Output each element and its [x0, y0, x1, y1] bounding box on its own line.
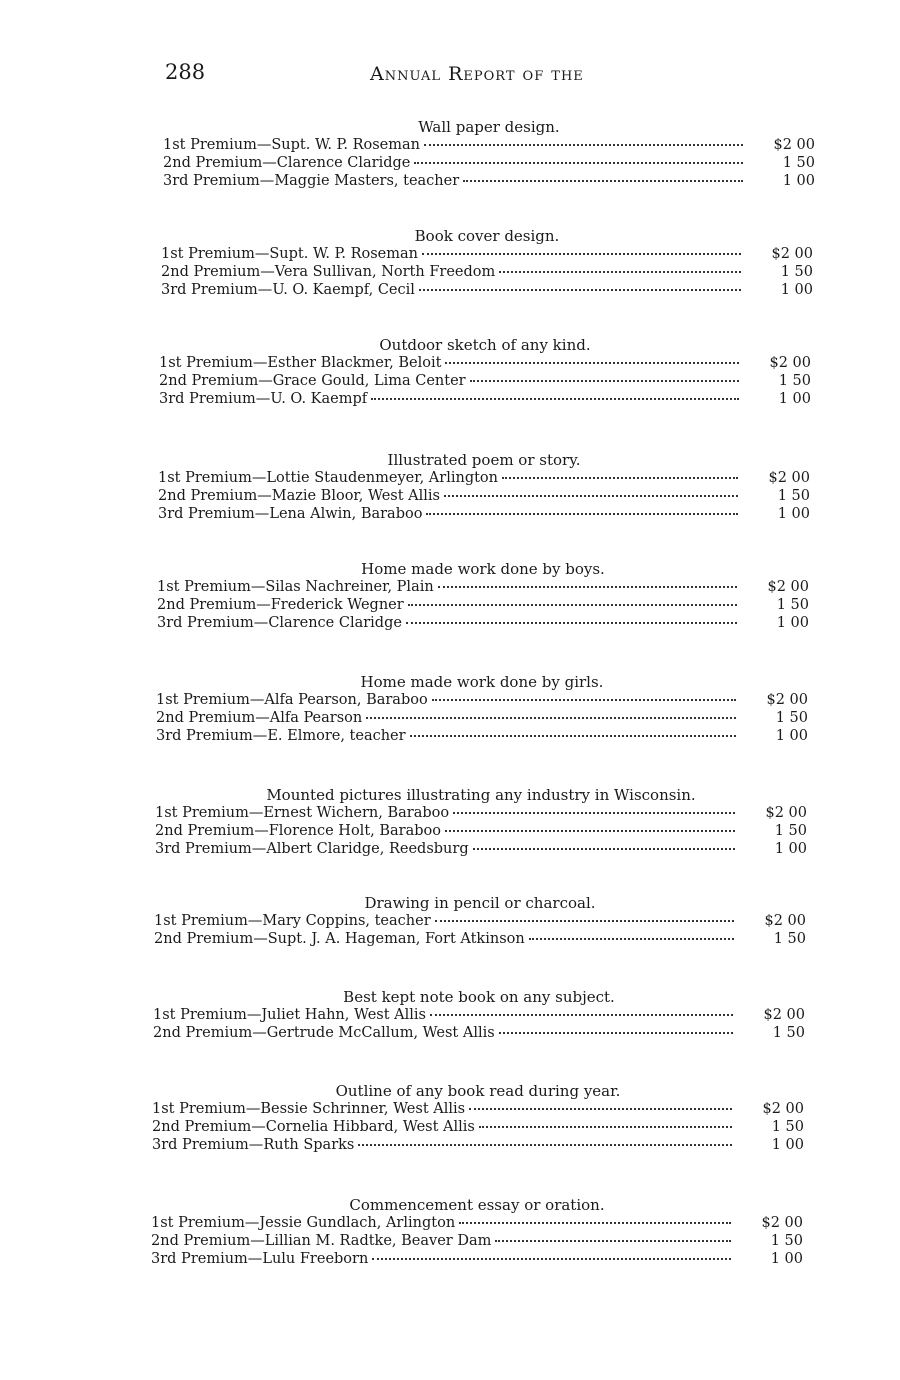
- section-title: Mounted pictures illustrating any industry in Wisconsin.: [266, 786, 696, 804]
- premium-entry: [158, 505, 810, 523]
- premium-entry: [163, 154, 815, 172]
- premium-section: [163, 118, 815, 190]
- dot-leader: [366, 716, 736, 719]
- prize-place: 2nd: [154, 931, 182, 947]
- prize-amount: 1 50: [778, 373, 811, 389]
- prize-place: 3rd: [152, 1137, 178, 1153]
- dot-leader: [502, 476, 738, 479]
- prize-place: 1st: [158, 470, 181, 486]
- prize-place: 2nd: [161, 264, 189, 280]
- prize-amount: 1 00: [778, 391, 811, 407]
- prize-place: 2nd: [155, 823, 183, 839]
- premium-entry: [161, 263, 813, 281]
- section-title: Outdoor sketch of any kind.: [379, 336, 591, 354]
- winner-name: Alfa Pearson, Baraboo: [264, 692, 428, 708]
- premium-entry: [159, 390, 811, 408]
- dot-leader: [408, 603, 737, 606]
- winner-name: Supt. W. P. Roseman: [271, 137, 420, 153]
- dot-leader: [499, 270, 741, 273]
- winner-name: Cornelia Hibbard, West Allis: [265, 1119, 475, 1135]
- section-title: Home made work done by girls.: [360, 673, 604, 691]
- prize-place: 1st: [151, 1215, 174, 1231]
- winner-name: Ernest Wichern, Baraboo: [263, 805, 450, 821]
- winner-name: Lottie Staudenmeyer, Arlington: [266, 470, 498, 486]
- premium-label: Premium—: [190, 155, 277, 171]
- premium-label: Premium—: [176, 1251, 263, 1267]
- premium-entry: [153, 1024, 805, 1042]
- section-title: Home made work done by boys.: [361, 560, 605, 578]
- premium-label: Premium—: [182, 615, 269, 631]
- premium-label: Premium—: [188, 264, 275, 280]
- premium-label: Premium—: [173, 1215, 260, 1231]
- prize-amount: 1 00: [777, 506, 810, 522]
- page-number: 288: [165, 60, 206, 84]
- premium-entry: [151, 1232, 803, 1250]
- premium-section: [154, 894, 806, 948]
- winner-name: Jessie Gundlach, Arlington: [259, 1215, 456, 1231]
- premium-entry: [154, 912, 806, 930]
- premium-label: Premium—: [180, 841, 267, 857]
- winner-name: Florence Holt, Baraboo: [268, 823, 441, 839]
- premium-entry: [156, 691, 808, 709]
- winner-name: Ruth Sparks: [263, 1137, 355, 1153]
- prize-place: 3rd: [151, 1251, 177, 1267]
- prize-place: 3rd: [156, 728, 182, 744]
- premium-entry: [151, 1214, 803, 1232]
- prize-amount: $2 00: [763, 1007, 805, 1023]
- prize-amount: $2 00: [773, 137, 815, 153]
- prize-amount: 1 50: [770, 1233, 803, 1249]
- winner-name: Bessie Schrinner, West Allis: [260, 1101, 466, 1117]
- premium-section: [157, 560, 809, 632]
- premium-entry: [156, 709, 808, 727]
- prize-amount: $2 00: [765, 805, 807, 821]
- premium-section: [161, 227, 813, 299]
- prize-amount: 1 00: [771, 1137, 804, 1153]
- winner-name: Lulu Freeborn: [262, 1251, 369, 1267]
- dot-leader: [438, 585, 737, 588]
- dot-leader: [453, 811, 735, 814]
- prize-amount: $2 00: [764, 913, 806, 929]
- prize-place: 1st: [153, 1007, 176, 1023]
- winner-name: Esther Blackmer, Beloit: [267, 355, 442, 371]
- dot-leader: [432, 698, 736, 701]
- premium-label: Premium—: [186, 282, 273, 298]
- prize-place: 3rd: [163, 173, 189, 189]
- premium-section: [155, 786, 807, 858]
- section-title: Book cover design.: [414, 227, 560, 245]
- premium-section: [156, 673, 808, 745]
- dot-leader: [422, 252, 741, 255]
- prize-place: 1st: [152, 1101, 175, 1117]
- dot-leader: [470, 379, 739, 382]
- dot-leader: [435, 919, 734, 922]
- dot-leader: [430, 1013, 733, 1016]
- prize-place: 2nd: [152, 1119, 180, 1135]
- premium-label: Premium—: [183, 710, 270, 726]
- premium-label: Premium—: [184, 597, 271, 613]
- dot-leader: [426, 512, 738, 515]
- winner-name: Frederick Wegner: [270, 597, 404, 613]
- dot-leader: [419, 288, 741, 291]
- winner-name: Lena Alwin, Baraboo: [269, 506, 423, 522]
- premium-section: [153, 988, 805, 1042]
- section-title: Best kept note book on any subject.: [343, 988, 615, 1006]
- prize-amount: 1 00: [770, 1251, 803, 1267]
- prize-place: 2nd: [157, 597, 185, 613]
- prize-amount: 1 50: [777, 488, 810, 504]
- dot-leader: [495, 1239, 731, 1242]
- section-title: Commencement essay or oration.: [349, 1196, 605, 1214]
- premium-entry: [155, 822, 807, 840]
- dot-leader: [445, 361, 739, 364]
- premium-entry: [163, 172, 815, 190]
- winner-name: Lillian M. Radtke, Beaver Dam: [264, 1233, 492, 1249]
- winner-name: Vera Sullivan, North Freedom: [274, 264, 496, 280]
- dot-leader: [499, 1031, 733, 1034]
- prize-amount: 1 50: [771, 1119, 804, 1135]
- winner-name: Mazie Bloor, West Allis: [271, 488, 440, 504]
- premium-label: Premium—: [183, 506, 270, 522]
- premium-label: Premium—: [186, 373, 273, 389]
- prize-amount: $2 00: [761, 1215, 803, 1231]
- prize-amount: 1 00: [774, 841, 807, 857]
- premium-entry: [152, 1118, 804, 1136]
- winner-name: U. O. Kaempf: [270, 391, 368, 407]
- prize-place: 2nd: [163, 155, 191, 171]
- prize-amount: $2 00: [767, 579, 809, 595]
- prize-amount: 1 50: [773, 931, 806, 947]
- prize-place: 2nd: [156, 710, 184, 726]
- prize-place: 3rd: [157, 615, 183, 631]
- winner-name: Alfa Pearson: [269, 710, 363, 726]
- premium-section: [158, 451, 810, 523]
- dot-leader: [424, 143, 743, 146]
- winner-name: Supt. W. P. Roseman: [269, 246, 418, 262]
- premium-section: [159, 336, 811, 408]
- prize-amount: $2 00: [766, 692, 808, 708]
- prize-place: 1st: [157, 579, 180, 595]
- dot-leader: [463, 179, 743, 182]
- premium-entry: [159, 354, 811, 372]
- prize-amount: 1 50: [780, 264, 813, 280]
- prize-place: 2nd: [159, 373, 187, 389]
- premium-label: Premium—: [179, 1119, 266, 1135]
- premium-section: [152, 1082, 804, 1154]
- premium-entry: [157, 596, 809, 614]
- dot-leader: [479, 1125, 732, 1128]
- prize-place: 1st: [163, 137, 186, 153]
- prize-place: 2nd: [153, 1025, 181, 1041]
- dot-leader: [414, 161, 743, 164]
- page-header: [165, 60, 825, 92]
- winner-name: Gertrude McCallum, West Allis: [266, 1025, 495, 1041]
- prize-amount: 1 00: [782, 173, 815, 189]
- prize-amount: 1 50: [772, 1025, 805, 1041]
- prize-place: 1st: [155, 805, 178, 821]
- premium-section: [151, 1196, 803, 1268]
- dot-leader: [459, 1221, 731, 1224]
- premium-entry: [156, 727, 808, 745]
- dot-leader: [406, 621, 737, 624]
- dot-leader: [358, 1143, 732, 1146]
- dot-leader: [473, 847, 735, 850]
- premium-entry: [158, 469, 810, 487]
- prize-amount: 1 50: [782, 155, 815, 171]
- premium-label: Premium—: [183, 246, 270, 262]
- prize-place: 3rd: [155, 841, 181, 857]
- prize-place: 1st: [161, 246, 184, 262]
- section-title: Drawing in pencil or charcoal.: [364, 894, 596, 912]
- premium-entry: [155, 840, 807, 858]
- prize-amount: 1 00: [775, 728, 808, 744]
- dot-leader: [410, 734, 736, 737]
- premium-entry: [153, 1006, 805, 1024]
- premium-entry: [154, 930, 806, 948]
- winner-name: Supt. J. A. Hageman, Fort Atkinson: [267, 931, 525, 947]
- premium-label: Premium—: [175, 1007, 262, 1023]
- prize-amount: $2 00: [771, 246, 813, 262]
- section-title: Wall paper design.: [418, 118, 560, 136]
- prize-amount: 1 00: [780, 282, 813, 298]
- prize-amount: $2 00: [762, 1101, 804, 1117]
- premium-label: Premium—: [177, 1137, 264, 1153]
- premium-label: Premium—: [176, 913, 263, 929]
- winner-name: Clarence Claridge: [268, 615, 402, 631]
- premium-entry: [163, 136, 815, 154]
- premium-entry: [161, 245, 813, 263]
- prize-amount: 1 50: [774, 823, 807, 839]
- prize-amount: 1 00: [776, 615, 809, 631]
- prize-place: 1st: [159, 355, 182, 371]
- prize-place: 2nd: [151, 1233, 179, 1249]
- prize-place: 2nd: [158, 488, 186, 504]
- premium-label: Premium—: [180, 1025, 267, 1041]
- premium-entry: [158, 487, 810, 505]
- premium-label: Premium—: [181, 931, 268, 947]
- premium-label: Premium—: [181, 355, 268, 371]
- premium-entry: [152, 1136, 804, 1154]
- premium-label: Premium—: [181, 728, 268, 744]
- prize-amount: $2 00: [768, 470, 810, 486]
- winner-name: Juliet Hahn, West Allis: [261, 1007, 426, 1023]
- premium-label: Premium—: [184, 391, 271, 407]
- winner-name: Albert Claridge, Reedsburg: [266, 841, 469, 857]
- winner-name: Silas Nachreiner, Plain: [265, 579, 434, 595]
- prize-amount: $2 00: [769, 355, 811, 371]
- premium-entry: [157, 614, 809, 632]
- winner-name: U. O. Kaempf, Cecil: [272, 282, 415, 298]
- premium-entry: [151, 1250, 803, 1268]
- dot-leader: [371, 397, 739, 400]
- prize-place: 3rd: [158, 506, 184, 522]
- prize-amount: 1 50: [776, 597, 809, 613]
- premium-label: Premium—: [188, 173, 275, 189]
- winner-name: Grace Gould, Lima Center: [272, 373, 466, 389]
- premium-label: Premium—: [178, 1233, 265, 1249]
- dot-leader: [372, 1257, 731, 1260]
- winner-name: Clarence Claridge: [276, 155, 411, 171]
- premium-entry: [155, 804, 807, 822]
- premium-entry: [159, 372, 811, 390]
- dot-leader: [444, 494, 738, 497]
- premium-label: Premium—: [185, 488, 272, 504]
- running-title: Annual Report of the: [370, 63, 584, 85]
- premium-label: Premium—: [180, 470, 267, 486]
- section-title: Outline of any book read during year.: [335, 1082, 621, 1100]
- dot-leader: [445, 829, 735, 832]
- winner-name: Mary Coppins, teacher: [262, 913, 431, 929]
- prize-amount: 1 50: [775, 710, 808, 726]
- premium-entry: [161, 281, 813, 299]
- winner-name: Maggie Masters, teacher: [274, 173, 460, 189]
- premium-label: Premium—: [174, 1101, 261, 1117]
- premium-label: Premium—: [185, 137, 272, 153]
- premium-entry: [157, 578, 809, 596]
- prize-place: 1st: [154, 913, 177, 929]
- prize-place: 3rd: [161, 282, 187, 298]
- section-title: Illustrated poem or story.: [387, 451, 581, 469]
- prize-place: 3rd: [159, 391, 185, 407]
- premium-entry: [152, 1100, 804, 1118]
- premium-label: Premium—: [182, 823, 269, 839]
- premium-label: Premium—: [177, 805, 264, 821]
- dot-leader: [529, 937, 734, 940]
- winner-name: E. Elmore, teacher: [267, 728, 406, 744]
- dot-leader: [469, 1107, 732, 1110]
- premium-label: Premium—: [179, 579, 266, 595]
- prize-place: 1st: [156, 692, 179, 708]
- premium-label: Premium—: [178, 692, 265, 708]
